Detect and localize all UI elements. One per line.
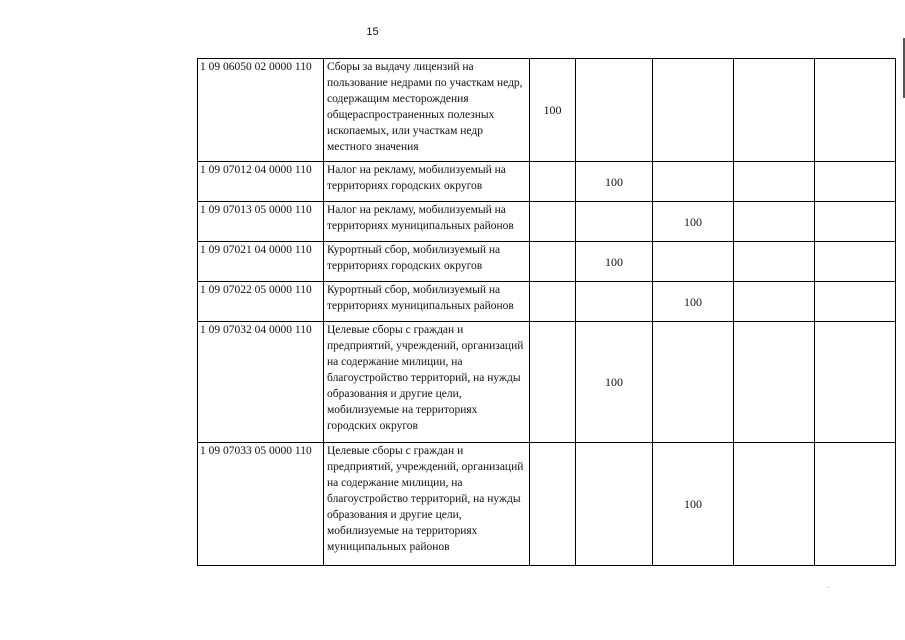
row-col-4 bbox=[734, 242, 815, 282]
row-code: 1 09 07032 04 0000 110 bbox=[198, 322, 324, 443]
row-col-3 bbox=[653, 162, 734, 202]
row-col-5 bbox=[815, 59, 896, 162]
revenue-table bbox=[197, 58, 896, 566]
row-code: 1 09 07022 05 0000 110 bbox=[198, 282, 324, 322]
row-col-4 bbox=[734, 202, 815, 242]
row-col-4 bbox=[734, 282, 815, 322]
row-col-4 bbox=[734, 322, 815, 443]
table-row bbox=[198, 202, 896, 242]
row-col-4 bbox=[734, 162, 815, 202]
page-number: 15 bbox=[366, 26, 379, 38]
row-col-1: 100 bbox=[530, 59, 576, 162]
row-col-2: 100 bbox=[576, 322, 653, 443]
row-code: 1 09 07012 04 0000 110 bbox=[198, 162, 324, 202]
table-row bbox=[198, 59, 896, 162]
row-col-5 bbox=[815, 162, 896, 202]
row-col-5 bbox=[815, 282, 896, 322]
row-col-1 bbox=[530, 282, 576, 322]
row-col-1 bbox=[530, 242, 576, 282]
row-name: Курортный сбор, мобилизуемый на территориях муниципальных районов bbox=[324, 282, 530, 322]
row-code: 1 09 07033 05 0000 110 bbox=[198, 443, 324, 566]
scan-speck bbox=[828, 587, 829, 588]
row-col-4 bbox=[734, 443, 815, 566]
table-row bbox=[198, 443, 896, 566]
row-col-5 bbox=[815, 202, 896, 242]
row-col-3: 100 bbox=[653, 443, 734, 566]
row-col-5 bbox=[815, 322, 896, 443]
row-col-2 bbox=[576, 59, 653, 162]
row-col-1 bbox=[530, 202, 576, 242]
row-name: Налог на рекламу, мобилизуемый на территориях муниципальных районов bbox=[324, 202, 530, 242]
table-row bbox=[198, 162, 896, 202]
row-col-3: 100 bbox=[653, 202, 734, 242]
row-col-1 bbox=[530, 443, 576, 566]
table-row bbox=[198, 322, 896, 443]
row-name: Сборы за выдачу лицензий на пользование недрами по участкам недр, содержащим месторождения общераспространенных полезных ископаемых, или участкам недр местного значения bbox=[324, 59, 530, 162]
table-row bbox=[198, 242, 896, 282]
row-col-2 bbox=[576, 202, 653, 242]
row-name: Налог на рекламу, мобилизуемый на территориях городских округов bbox=[324, 162, 530, 202]
row-col-5 bbox=[815, 443, 896, 566]
row-col-4 bbox=[734, 59, 815, 162]
row-code: 1 09 07021 04 0000 110 bbox=[198, 242, 324, 282]
row-col-3 bbox=[653, 242, 734, 282]
row-col-1 bbox=[530, 322, 576, 443]
row-name: Курортный сбор, мобилизуемый на территориях городских округов bbox=[324, 242, 530, 282]
row-name: Целевые сборы с граждан и предприятий, учреждений, организаций на содержание милиции, на благоустройство территорий, на нужды образования и другие цели, мобилизуемые на территориях городских округов bbox=[324, 322, 530, 443]
row-name: Целевые сборы с граждан и предприятий, учреждений, организаций на содержание милиции, на благоустройство территорий, на нужды образования и другие цели, мобилизуемые на территориях муниципальных районов bbox=[324, 443, 530, 566]
row-code: 1 09 07013 05 0000 110 bbox=[198, 202, 324, 242]
row-col-2: 100 bbox=[576, 242, 653, 282]
row-col-2: 100 bbox=[576, 162, 653, 202]
row-col-2 bbox=[576, 282, 653, 322]
table-row bbox=[198, 282, 896, 322]
row-code: 1 09 06050 02 0000 110 bbox=[198, 59, 324, 162]
row-col-5 bbox=[815, 242, 896, 282]
row-col-3 bbox=[653, 59, 734, 162]
row-col-1 bbox=[530, 162, 576, 202]
row-col-2 bbox=[576, 443, 653, 566]
row-col-3: 100 bbox=[653, 282, 734, 322]
row-col-3 bbox=[653, 322, 734, 443]
